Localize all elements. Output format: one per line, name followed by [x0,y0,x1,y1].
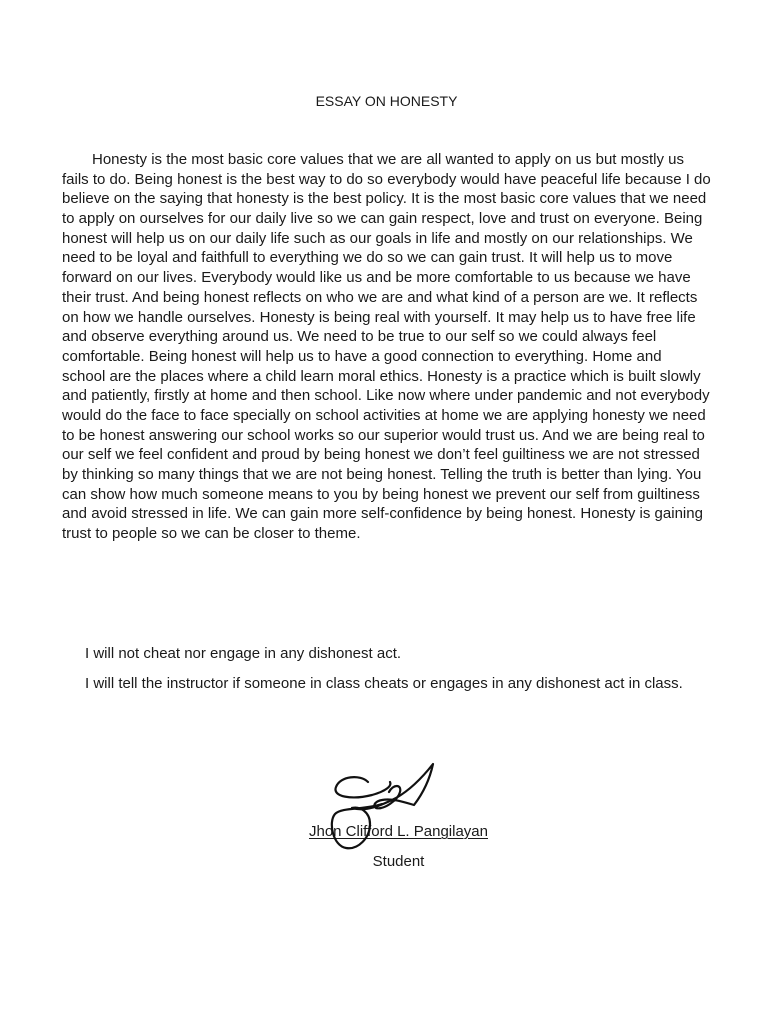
essay-line: believe on the saying that honesty is the best policy. It is the most basic core values that we need [62,190,707,208]
essay-line: fails to do. Being honest is the best way to do so everybody would have peaceful life because I do [62,170,711,188]
essay-line: forward on our lives. Everybody would like us and be more comfortable to us because we have [62,269,691,287]
essay-line: their trust. And being honest reflects on who we are and what kind of a person are we. It reflects [62,288,698,306]
essay-title: ESSAY ON HONESTY [315,93,458,109]
signer-name: Jhon Clifford L. Pangilayan [308,823,488,840]
essay-line: trust to people so we can be closer to theme. [62,525,361,543]
essay-line: and avoid stressed in life. We can gain more self-confidence by being honest. Honesty is gaining [62,505,703,523]
signature-block [298,822,499,872]
essay-line: would do the face to face specially on school activities at home we are applying honesty we need [62,406,706,424]
essay-line: and observe everything around us. We need to be true to our self so we could always feel [62,328,657,346]
pledge-statement-report-cheating: I will tell the instructor if someone in class cheats or engages in any dishonest act in class. [85,675,683,692]
essay-line: to apply on ourselves for our daily live so we can gain respect, love and trust on everyone. Being [62,210,703,228]
essay-line: on how we handle ourselves. Honesty is being real with yourself. It may help us to have free life [62,308,696,326]
essay-line: need to be loyal and faithfull to everything we do so we can gain trust. It will help us to move [62,249,673,267]
essay-line: by thinking so many things that we are not being honest. Telling the truth is better than lying. You [62,466,702,483]
essay-line: to be honest answering our school works so our superior would trust us. And we are being real to [62,426,705,444]
essay-line: and patiently, firstly at home and then school. Like now where under pandemic and not everybody [62,387,710,405]
essay-line: Honesty is the most basic core values that we are all wanted to apply on us but mostly us [92,151,684,168]
essay-line: our self we feel confident and proud by being honest we don’t feel guiltiness we are not stressed [62,446,700,464]
essay-line: comfortable. Being honest will help us to have a good connection to everything. Home and [62,347,662,365]
essay-body [62,150,752,544]
essay-line: can show how much someone means to you by being honest we prevent our self from guiltiness [62,485,700,503]
essay-line: school are the places where a child learn moral ethics. Honesty is a practice which is built slowly [62,367,701,385]
essay-line: honest will help us on our daily life such as our goals in life and mostly on our relationships. We [62,229,693,247]
pledge-statement-no-cheating: I will not cheat nor engage in any dishonest act. [85,645,402,662]
signer-role: Student [372,853,425,870]
